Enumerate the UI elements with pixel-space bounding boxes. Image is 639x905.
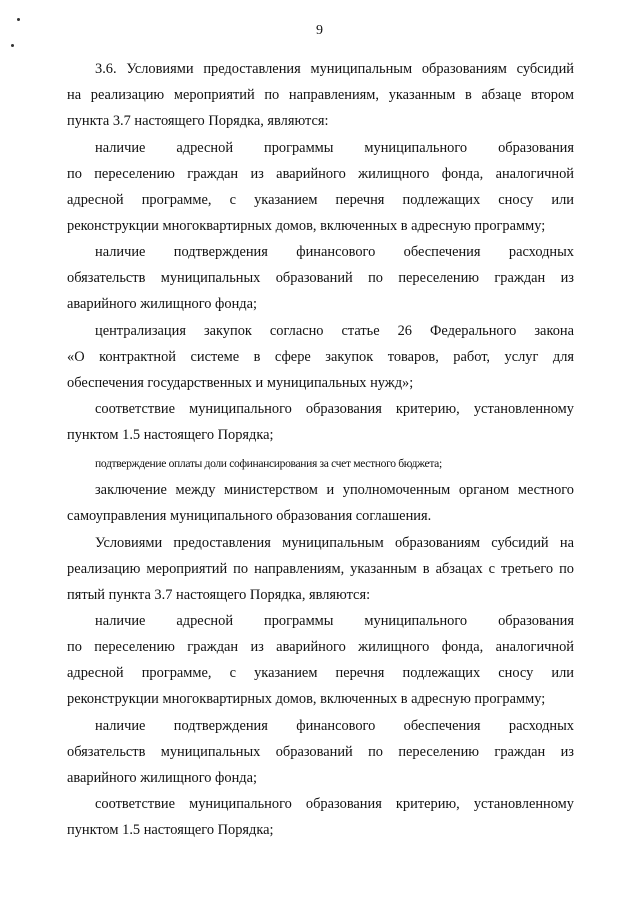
text-line: наличие адресной программы муниципального образования	[95, 613, 574, 629]
text-line: соответствие муниципального образования критерию, установленному	[95, 401, 574, 417]
text-line: пункта 3.7 настоящего Порядка, являются:	[67, 113, 329, 129]
text-line: наличие подтверждения финансового обеспечения расходных	[95, 244, 574, 260]
scan-speck	[17, 18, 20, 21]
page-number: 9	[316, 23, 323, 38]
text-line: обеспечения государственных и муниципальных нужд»;	[67, 375, 414, 391]
text-line: адресной программе, с указанием перечня подлежащих сносу или	[67, 192, 574, 208]
text-line: по переселению граждан из аварийного жилищного фонда, аналогичной	[67, 166, 574, 182]
text-line: соответствие муниципального образования критерию, установленному	[95, 796, 574, 812]
text-line: пунктом 1.5 настоящего Порядка;	[67, 822, 274, 838]
text-line: аварийного жилищного фонда;	[67, 770, 257, 786]
text-line: обязательств муниципальных образований по переселению граждан из	[67, 744, 574, 760]
text-line: централизация закупок согласно статье 26 Федерального закона	[95, 323, 574, 339]
text-line: самоуправления муниципального образования соглашения.	[67, 508, 432, 524]
text-line: 3.6. Условиями предоставления муниципальным образованиям субсидий	[95, 61, 574, 77]
text-line: на реализацию мероприятий по направлениям, указанным в абзаце втором	[67, 87, 574, 103]
text-line: Условиями предоставления муниципальным образованиям субсидий на	[95, 535, 574, 551]
text-line: наличие подтверждения финансового обеспечения расходных	[95, 718, 574, 734]
text-line: по переселению граждан из аварийного жилищного фонда, аналогичной	[67, 639, 574, 655]
text-line: реконструкции многоквартирных домов, включенных в адресную программу;	[67, 218, 546, 234]
text-line: реконструкции многоквартирных домов, включенных в адресную программу;	[67, 691, 546, 707]
text-line: обязательств муниципальных образований по переселению граждан из	[67, 270, 574, 286]
text-line: пунктом 1.5 настоящего Порядка;	[67, 427, 274, 443]
text-line: наличие адресной программы муниципального образования	[95, 140, 574, 156]
text-line: подтверждение оплаты доли софинансирования за счет местного бюджета;	[95, 457, 442, 470]
text-line: аварийного жилищного фонда;	[67, 296, 257, 312]
text-line: «О контрактной системе в сфере закупок товаров, работ, услуг для	[67, 349, 574, 365]
text-line: адресной программе, с указанием перечня подлежащих сносу или	[67, 665, 574, 681]
text-line: пятый пункта 3.7 настоящего Порядка, являются:	[67, 587, 371, 603]
text-line: реализацию мероприятий по направлениям, указанным в абзацах с третьего по	[67, 561, 574, 577]
scan-speck	[11, 44, 14, 47]
text-line: заключение между министерством и уполномоченным органом местного	[95, 482, 574, 498]
